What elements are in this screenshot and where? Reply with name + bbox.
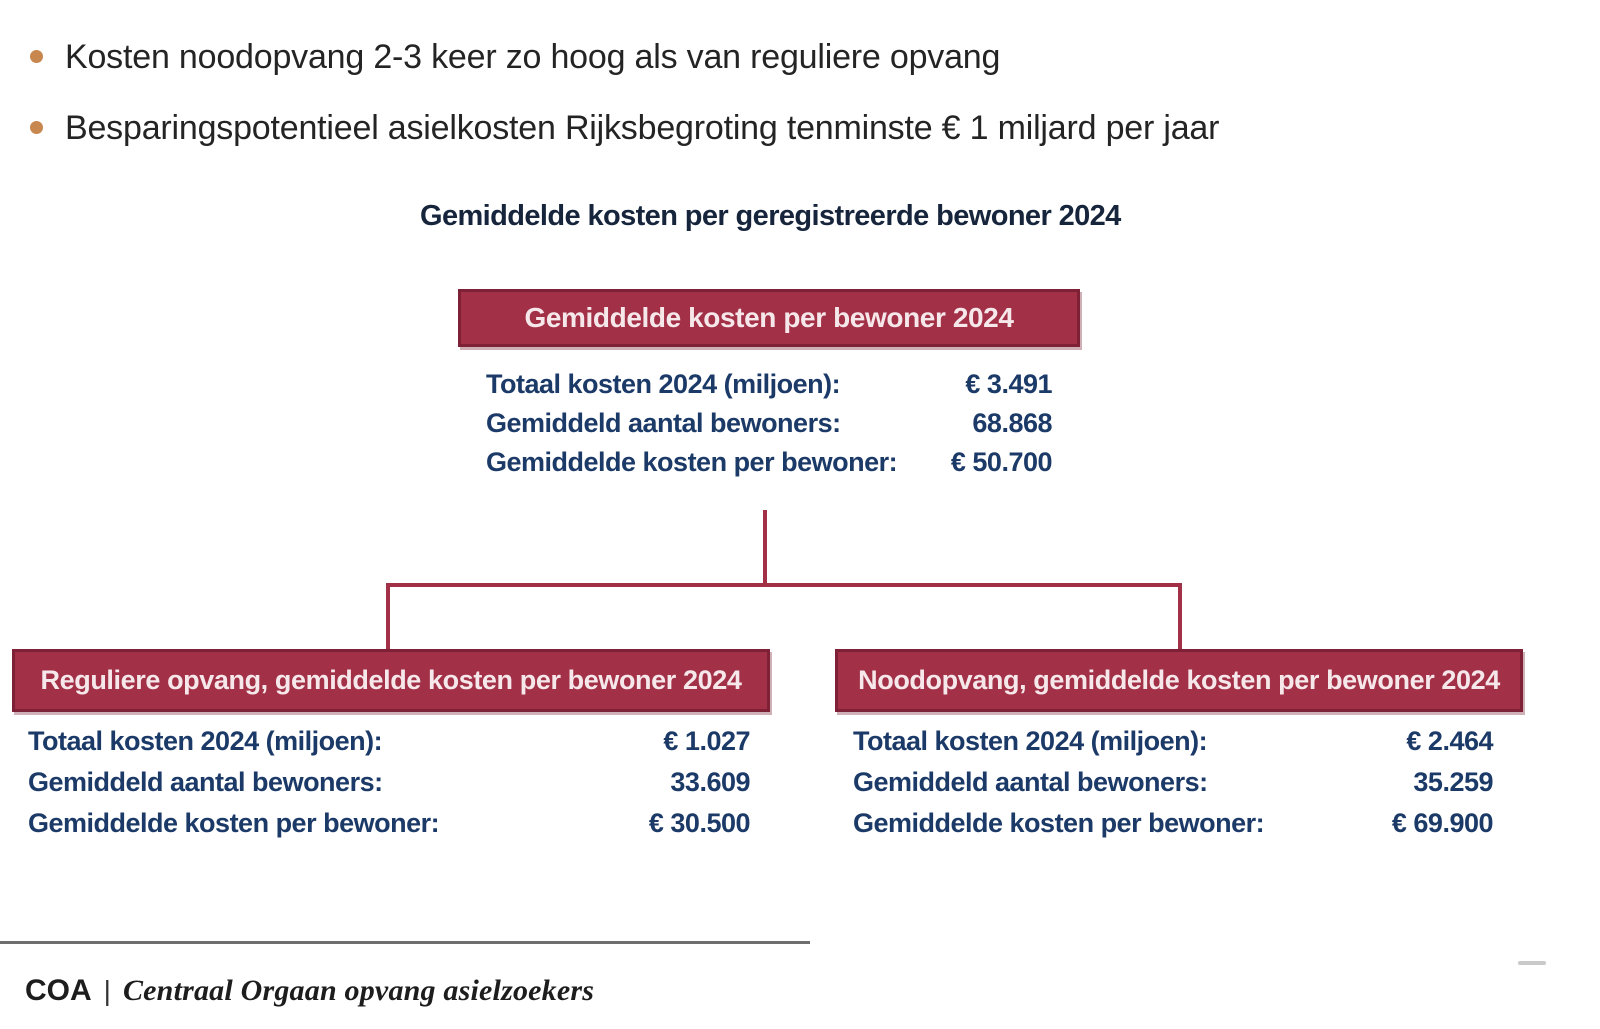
bullet-text: Besparingspotentieel asielkosten Rijksbegroting tenminste € 1 miljard per jaar <box>65 109 1220 147</box>
connector-line-horizontal <box>386 583 1182 587</box>
footer <box>25 974 594 1008</box>
stat-label: Totaal kosten 2024 (miljoen): <box>486 369 841 399</box>
stat-row <box>853 808 1493 849</box>
stat-row <box>853 767 1493 808</box>
stat-row <box>486 369 1052 408</box>
stat-value: 68.868 <box>972 408 1052 438</box>
diagram-title: Gemiddelde kosten per geregistreerde bewoner 2024 <box>420 200 1121 232</box>
stat-label: Gemiddeld aantal bewoners: <box>28 767 383 797</box>
bullet-item <box>30 106 1219 150</box>
stat-value: € 1.027 <box>663 726 750 756</box>
connector-line-left-drop <box>386 583 390 652</box>
left-node-header: Reguliere opvang, gemiddelde kosten per bewoner 2024 <box>12 649 770 712</box>
bullet-icon <box>30 121 43 134</box>
bullet-icon <box>30 50 43 63</box>
right-node-header: Noodopvang, gemiddelde kosten per bewoner 2024 <box>835 649 1523 712</box>
stat-row <box>28 726 750 767</box>
connector-line-right-drop <box>1178 583 1182 652</box>
scan-artifact <box>1518 961 1546 965</box>
stat-row <box>486 447 1052 486</box>
footer-divider <box>0 941 810 944</box>
stat-label: Gemiddelde kosten per bewoner: <box>486 447 898 477</box>
stat-value: € 30.500 <box>648 808 750 838</box>
stat-value: € 2.464 <box>1406 726 1493 756</box>
bullet-item <box>30 35 1000 79</box>
stat-value: € 69.900 <box>1391 808 1493 838</box>
left-node-stats <box>28 726 750 849</box>
stat-label: Totaal kosten 2024 (miljoen): <box>853 726 1208 756</box>
footer-org-name: COA <box>25 974 92 1007</box>
root-node-header: Gemiddelde kosten per bewoner 2024 <box>458 289 1080 347</box>
stat-label: Gemiddeld aantal bewoners: <box>486 408 841 438</box>
stat-value: 35.259 <box>1413 767 1493 797</box>
stat-row <box>853 726 1493 767</box>
stat-row <box>28 808 750 849</box>
connector-line-vertical <box>763 510 767 586</box>
stat-label: Gemiddelde kosten per bewoner: <box>853 808 1265 838</box>
right-node-stats <box>853 726 1493 849</box>
stat-label: Gemiddeld aantal bewoners: <box>853 767 1208 797</box>
stat-row <box>486 408 1052 447</box>
stat-row <box>28 767 750 808</box>
stat-value: € 3.491 <box>965 369 1052 399</box>
stat-label: Gemiddelde kosten per bewoner: <box>28 808 440 838</box>
root-node-stats <box>486 369 1052 486</box>
stat-value: € 50.700 <box>950 447 1052 477</box>
footer-separator: | <box>103 975 111 1006</box>
stat-label: Totaal kosten 2024 (miljoen): <box>28 726 383 756</box>
bullet-text: Kosten noodopvang 2-3 keer zo hoog als van reguliere opvang <box>65 38 1001 76</box>
footer-tagline: Centraal Orgaan opvang asielzoekers <box>122 974 595 1007</box>
stat-value: 33.609 <box>670 767 750 797</box>
